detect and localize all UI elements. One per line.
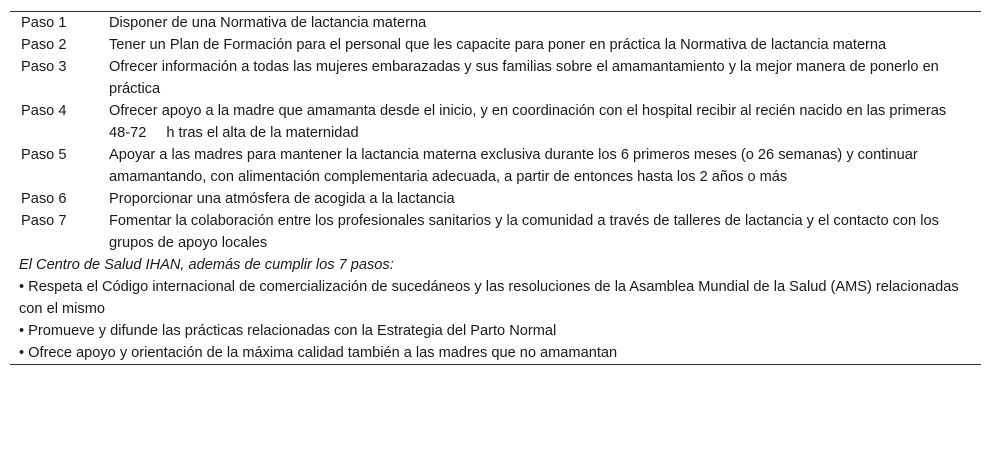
steps-table [10,12,981,364]
extra-heading: El Centro de Salud IHAN, además de cumplir los 7 pasos: [19,257,394,273]
extra-heading-row [10,254,981,276]
bullet-item: • Promueve y difunde las prácticas relacionadas con la Estrategia del Parto Normal [19,323,557,339]
bullet-row [10,342,981,364]
step-description-part: Ofrecer apoyo a la madre que amamanta desde el inicio, y en coordinación con el hospital recibir al recién nacido en las primeras 48-72 [109,103,947,141]
step-row-5 [10,144,981,188]
bullet-item: • Ofrece apoyo y orientación de la máxima calidad también a las madres que no amamantan [19,345,618,361]
bullet-item: • Respeta el Código internacional de comercialización de sucedáneos y las resoluciones de la Asamblea Mundial de la Salud (AMS) relacionadas con el mismo [19,279,959,317]
step-row-6 [10,188,981,210]
bullet-row [10,276,981,320]
step-description [109,100,981,144]
step-row-3 [10,56,981,100]
step-label: Paso 6 [21,191,67,207]
step-label: Paso 7 [21,213,67,229]
step-description: Tener un Plan de Formación para el personal que les capacite para poner en práctica la Normativa de lactancia materna [109,37,887,53]
step-label: Paso 3 [21,59,67,75]
step-description: Apoyar a las madres para mantener la lactancia materna exclusiva durante los 6 primeros meses (o 26 semanas) y continuar amamantando, con alimentación complementaria adecuada, a partir de entonces hasta los 2 años o más [109,147,918,185]
step-row-2 [10,34,981,56]
step-label: Paso 1 [21,15,67,31]
step-row-1 [10,12,981,34]
step-description: Proporcionar una atmósfera de acogida a la lactancia [109,191,455,207]
step-row-7 [10,210,981,254]
steps-table-container [10,11,981,365]
step-description-part: h tras el alta de la maternidad [166,125,359,141]
step-description: Fomentar la colaboración entre los profesionales sanitarios y la comunidad a través de talleres de lactancia y el contacto con los grupos de apoyo locales [109,213,939,251]
step-row-4 [10,100,981,144]
step-label: Paso 4 [21,103,67,119]
step-label: Paso 5 [21,147,67,163]
step-label: Paso 2 [21,37,67,53]
step-description: Disponer de una Normativa de lactancia materna [109,15,427,31]
bullet-row [10,320,981,342]
step-description: Ofrecer información a todas las mujeres embarazadas y sus familias sobre el amamantamiento y la mejor manera de ponerlo en práctica [109,59,939,97]
